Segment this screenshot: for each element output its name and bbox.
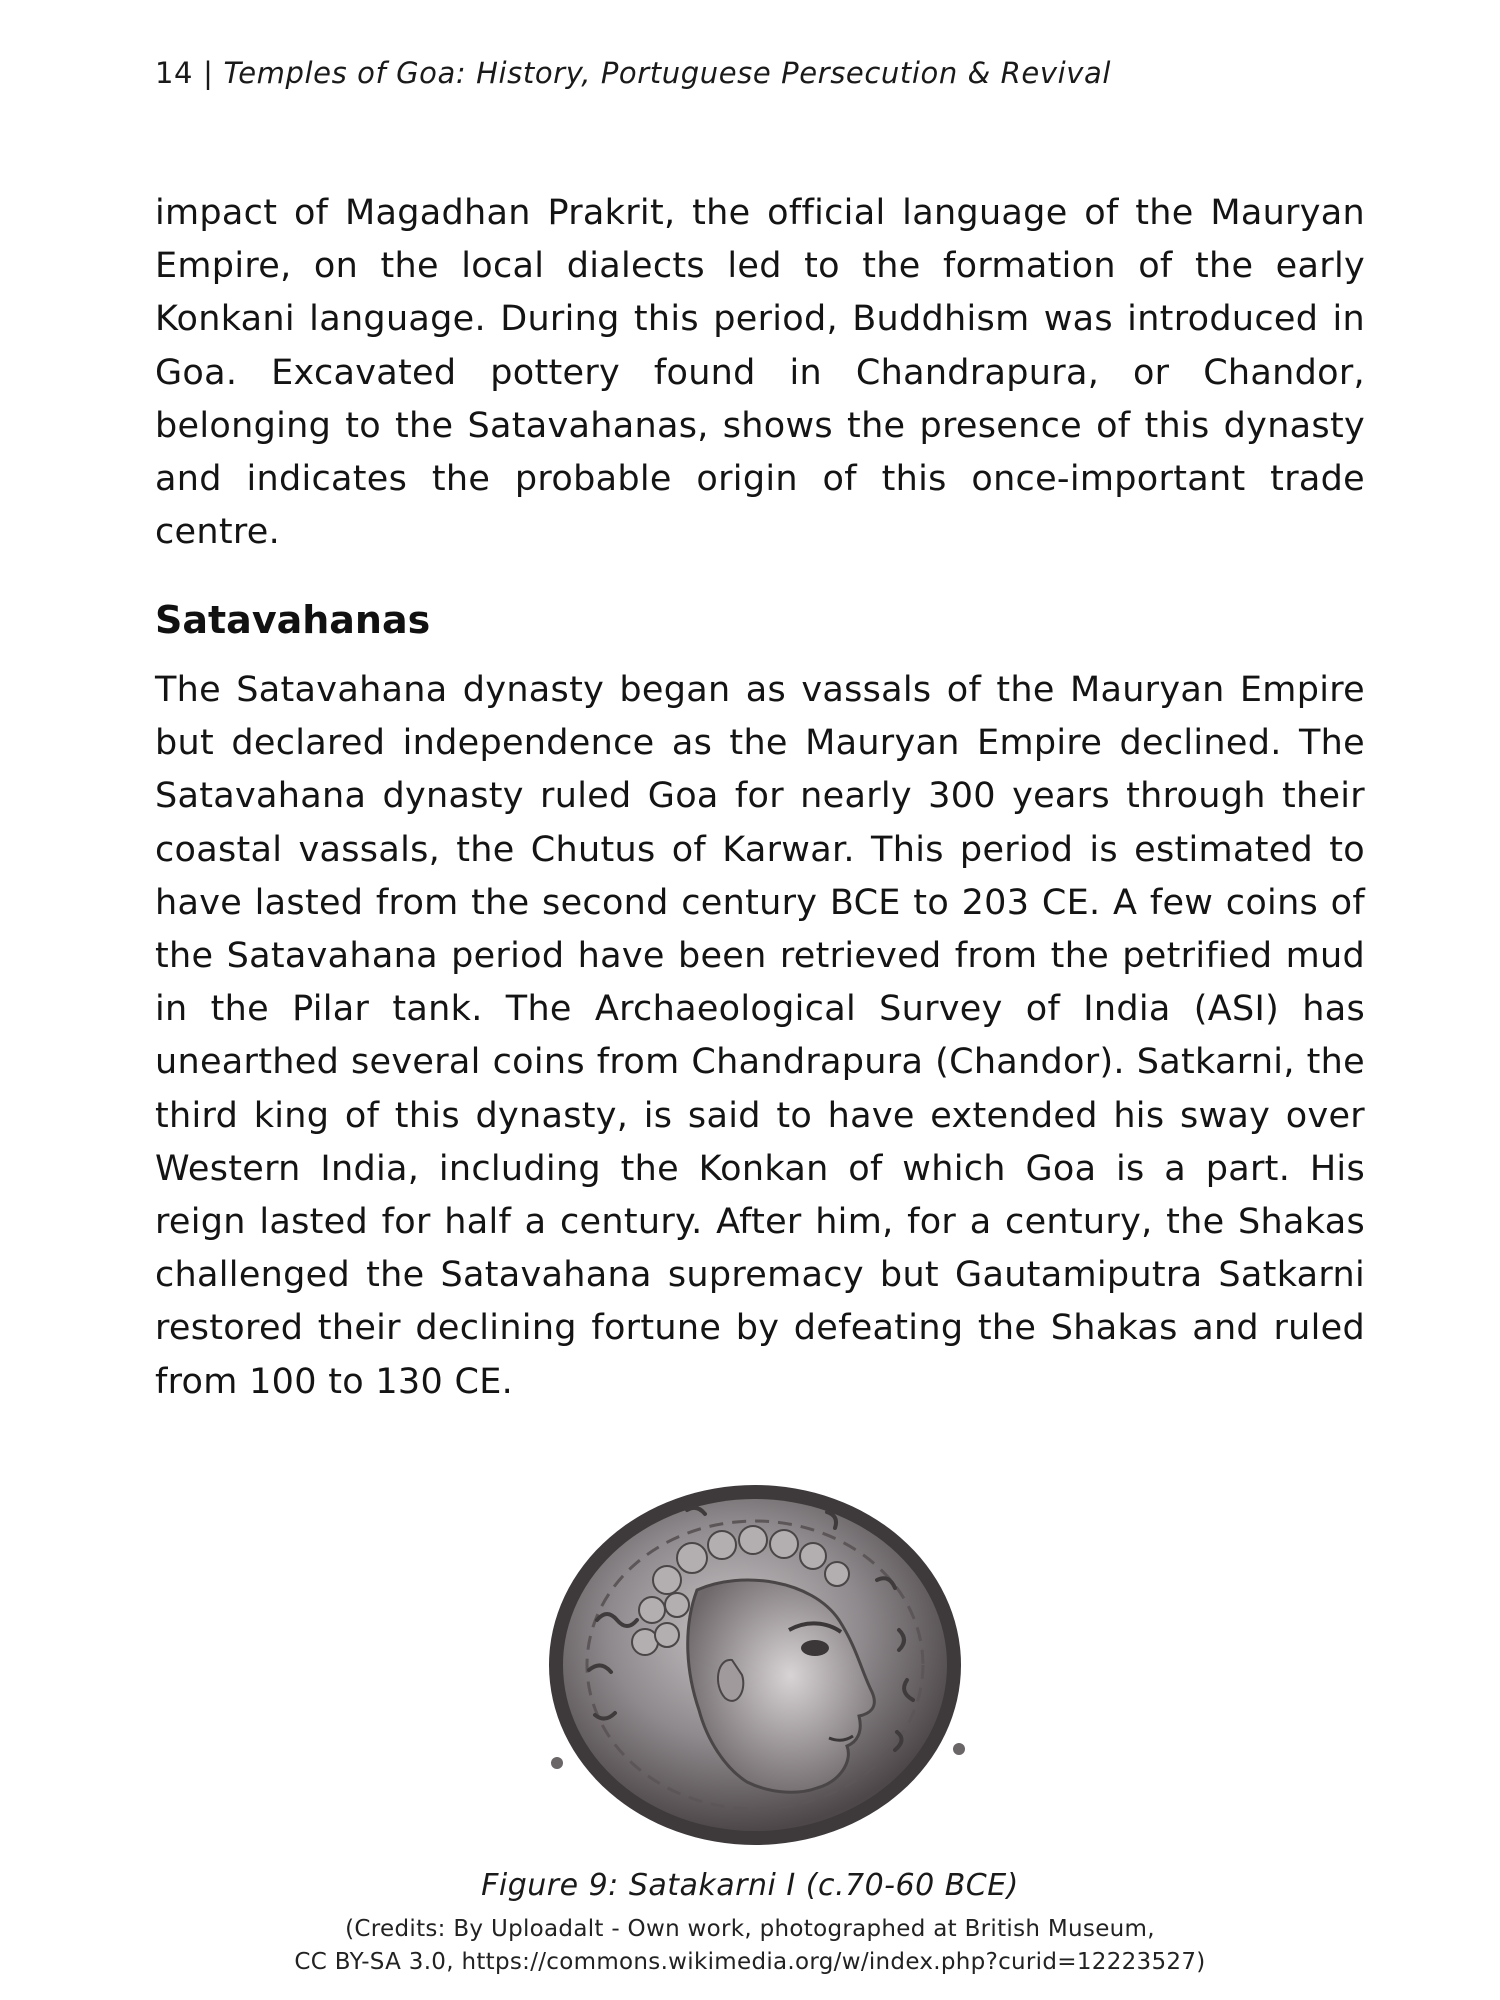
header-separator: |: [203, 56, 214, 90]
figure-credit-line-1: (Credits: By Uploadalt - Own work, photographed at British Museum,: [345, 1916, 1155, 1942]
coin-eye: [801, 1640, 829, 1656]
coin-figure: [0, 1470, 1500, 1850]
figure-credit-line-2: CC BY-SA 3.0, https://commons.wikimedia.org/w/index.php?curid=12223527): [294, 1949, 1206, 1975]
section-heading: Satavahanas: [155, 598, 431, 642]
book-title: Temples of Goa: History, Portuguese Persecution & Revival: [223, 56, 1112, 90]
section-body-paragraph: The Satavahana dynasty began as vassals of the Mauryan Empire but declared independence as the Mauryan Empire declined. The Satavahana dynasty ruled Goa for nearly 300 years through their coastal vassals, the Chutus of Karwar. This period is estimated to have lasted from the second century BCE to 203 CE. A few coins of the Satavahana period have been retrieved from the petrified mud in the Pilar tank. The Archaeological Survey of India (ASI) has unearthed several coins from Chandrapura (Chandor). Satkarni, the third king of this dynasty, is said to have extended his sway over Western India, including the Konkan of which Goa is a part. His reign lasted for half a century. After him, for a century, the Shakas challenged the Satavahana supremacy but Gautamiputra Satkarni restored their declining fortune by defeating the Shakas and ruled from 100 to 130 CE.: [155, 670, 1365, 1402]
running-header: [155, 56, 1111, 90]
intro-paragraph: impact of Magadhan Prakrit, the official language of the Mauryan Empire, on the local dialects led to the formation of the early Konkani language. During this period, Buddhism was introduced in Goa. Excavated pottery found in Chandrapura, or Chandor, belonging to the Satavahanas, shows the presence of this dynasty and indicates the probable origin of this once-important trade centre.: [155, 193, 1365, 553]
page-number: 14: [155, 56, 194, 90]
satakarni-coin-image: [527, 1470, 987, 1850]
figure-caption: Figure 9: Satakarni I (c.70-60 BCE): [481, 1868, 1019, 1903]
mount-pin-left: [551, 1757, 563, 1769]
mount-pin-right: [953, 1743, 965, 1755]
